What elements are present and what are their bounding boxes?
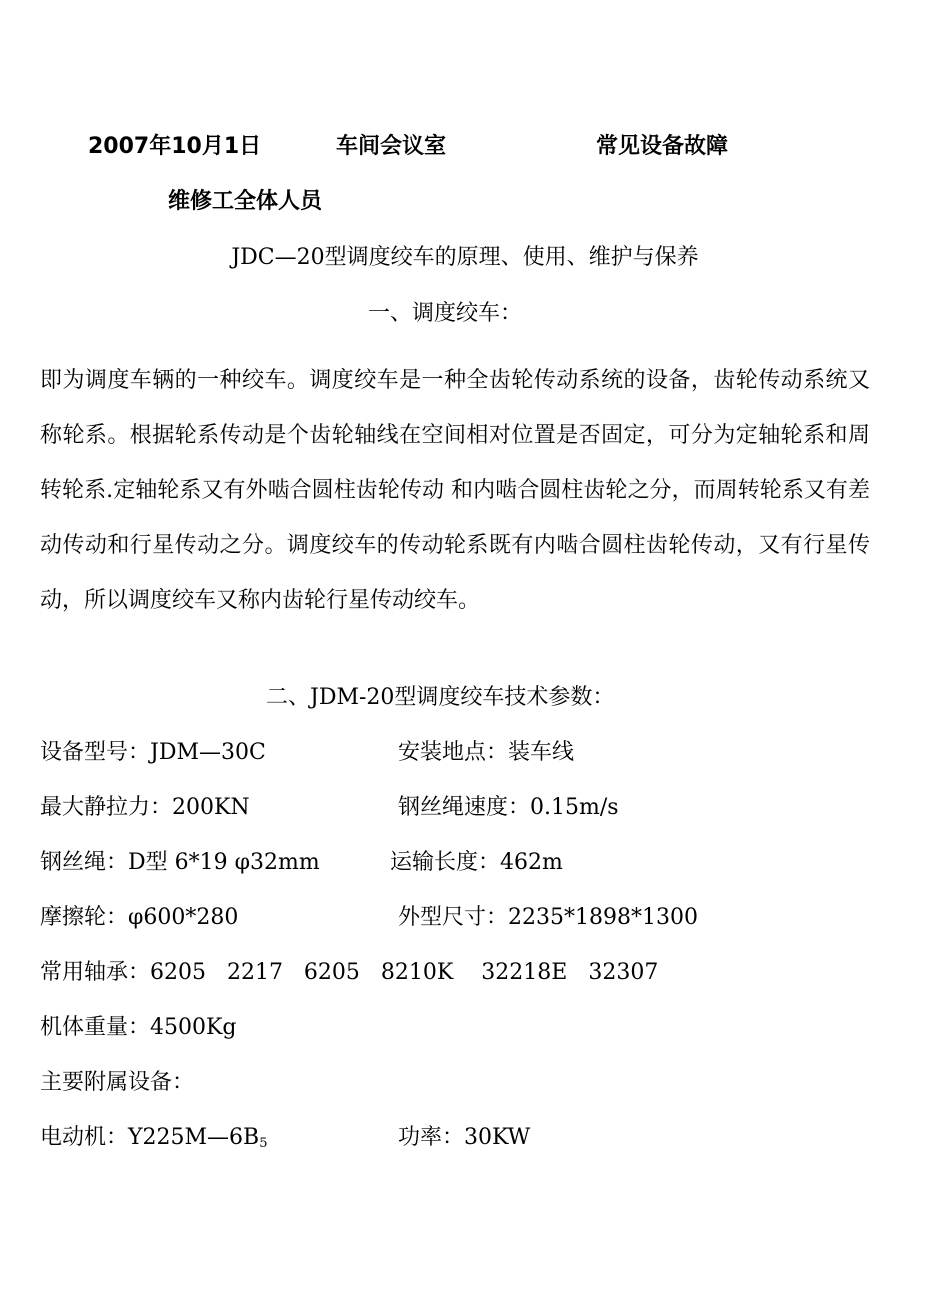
document-title: JDC—20型调度绞车的原理、使用、维护与保养 xyxy=(231,245,699,270)
meeting-location: 车间会议室 xyxy=(336,134,447,159)
meeting-attendees: 维修工全体人员 xyxy=(168,189,323,214)
spec-motor xyxy=(40,1124,268,1158)
section1-body: 即为调度车辆的一种绞车。调度绞车是一种全齿轮传动系统的设备，齿轮传动系统又称轮系。根据轮系传动是个齿轮轴线在空间相对位置是否固定，可分为定轴轮系和周转轮系.定轴轮系又有外啮合圆柱齿轮传动 和内啮合圆柱齿轮之分，而周转轮系又有差动传动和行星传动之分。调度绞车的传动轮系既有内啮合圆柱齿轮传动，又有行星传动，所以调度绞车又称内齿轮行星传动绞车。 xyxy=(40,368,870,613)
spec-motor-label: 电动机：Y225M—6B xyxy=(40,1125,260,1150)
spec-model: 设备型号：JDM—30C xyxy=(40,740,266,765)
spec-install-location: 安装地点：装车线 xyxy=(398,740,575,765)
section1-heading: 一、调度绞车： xyxy=(368,301,523,326)
spec-dimensions: 外型尺寸：2235*1898*1300 xyxy=(398,905,698,930)
spec-accessories: 主要附属设备： xyxy=(40,1070,195,1095)
spec-weight: 机体重量：4500Kg xyxy=(40,1015,237,1040)
spec-friction-wheel: 摩擦轮：φ600*280 xyxy=(40,905,239,930)
section2-heading: 二、JDM-20型调度绞车技术参数： xyxy=(266,685,615,710)
spec-motor-subscript: 5 xyxy=(259,1136,268,1151)
meeting-topic: 常见设备故障 xyxy=(596,134,729,159)
meeting-date: 2007年10月1日 xyxy=(88,134,262,159)
spec-bearings: 常用轴承：6205 2217 6205 8210K 32218E 32307 xyxy=(40,960,659,985)
spec-rope: 钢丝绳：D型 6*19 φ32mm xyxy=(40,850,320,875)
spec-power: 功率：30KW xyxy=(398,1125,531,1150)
spec-max-pull: 最大静拉力：200KN xyxy=(40,795,250,820)
spec-rope-speed: 钢丝绳速度：0.15m/s xyxy=(398,795,619,820)
spec-transport-length: 运输长度：462m xyxy=(390,850,563,875)
